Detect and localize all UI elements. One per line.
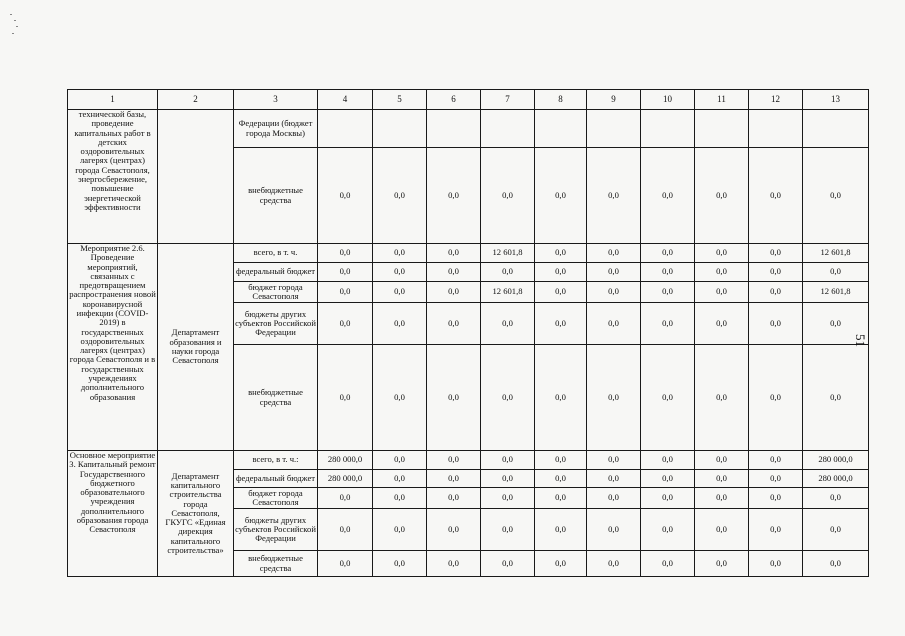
amount-cell: 0,0 xyxy=(803,509,869,551)
page-number: 51 xyxy=(853,334,868,347)
amount-cell: 0,0 xyxy=(641,551,695,577)
amount-cell: 0,0 xyxy=(641,451,695,470)
executor-name: Департамент капитального строительства города Севастополя, ГКУГС «Единая дирекция капитального строительства» xyxy=(158,451,234,577)
amount-cell: 0,0 xyxy=(427,488,481,509)
amount-cell xyxy=(481,110,535,148)
amount-cell: 0,0 xyxy=(641,345,695,451)
column-header: 8 xyxy=(535,90,587,110)
column-header: 3 xyxy=(234,90,318,110)
amount-cell: 0,0 xyxy=(641,509,695,551)
amount-cell: 0,0 xyxy=(641,148,695,244)
column-header: 1 xyxy=(68,90,158,110)
measure-name: Мероприятие 2.6. Проведение мероприятий, связанных с предотвращением распространения новой коронавирусной инфекции (COVID-2019) в государственных оздоровительных лагерях (центрах) города Севастополя и в государственных учреждениях дополнительного образования xyxy=(68,244,158,451)
amount-cell: 0,0 xyxy=(481,551,535,577)
column-header: 13 xyxy=(803,90,869,110)
amount-cell: 0,0 xyxy=(481,509,535,551)
amount-cell: 0,0 xyxy=(481,303,535,345)
amount-cell xyxy=(427,110,481,148)
amount-cell: 0,0 xyxy=(318,509,373,551)
amount-cell: 280 000,0 xyxy=(318,470,373,488)
funding-source: всего, в т. ч. xyxy=(234,244,318,263)
amount-cell: 0,0 xyxy=(318,282,373,303)
amount-cell: 0,0 xyxy=(535,263,587,282)
column-header: 2 xyxy=(158,90,234,110)
funding-source: федеральный бюджет xyxy=(234,470,318,488)
amount-cell: 0,0 xyxy=(587,282,641,303)
funding-source: всего, в т. ч.: xyxy=(234,451,318,470)
funding-source: бюджеты других субъектов Российской Федерации xyxy=(234,303,318,345)
amount-cell: 0,0 xyxy=(481,345,535,451)
amount-cell: 12 601,8 xyxy=(803,282,869,303)
amount-cell: 0,0 xyxy=(695,244,749,263)
amount-cell: 280 000,0 xyxy=(318,451,373,470)
table-row xyxy=(68,244,869,263)
amount-cell: 0,0 xyxy=(535,509,587,551)
amount-cell: 0,0 xyxy=(535,470,587,488)
amount-cell xyxy=(535,110,587,148)
amount-cell: 0,0 xyxy=(318,263,373,282)
amount-cell: 0,0 xyxy=(373,282,427,303)
amount-cell: 0,0 xyxy=(481,263,535,282)
amount-cell xyxy=(587,110,641,148)
funding-source: внебюджетные средства xyxy=(234,551,318,577)
amount-cell: 0,0 xyxy=(535,551,587,577)
amount-cell: 0,0 xyxy=(373,451,427,470)
amount-cell: 0,0 xyxy=(427,263,481,282)
amount-cell: 0,0 xyxy=(427,551,481,577)
amount-cell: 0,0 xyxy=(803,551,869,577)
table-body xyxy=(68,90,869,577)
amount-cell: 0,0 xyxy=(749,345,803,451)
amount-cell: 0,0 xyxy=(749,488,803,509)
amount-cell: 0,0 xyxy=(373,263,427,282)
amount-cell xyxy=(373,110,427,148)
amount-cell: 0,0 xyxy=(749,282,803,303)
amount-cell: 0,0 xyxy=(695,303,749,345)
amount-cell: 0,0 xyxy=(373,470,427,488)
amount-cell: 0,0 xyxy=(749,509,803,551)
amount-cell: 0,0 xyxy=(427,244,481,263)
amount-cell: 0,0 xyxy=(535,244,587,263)
amount-cell: 0,0 xyxy=(641,488,695,509)
amount-cell: 0,0 xyxy=(373,551,427,577)
amount-cell: 0,0 xyxy=(427,470,481,488)
funding-source: внебюджетные средства xyxy=(234,148,318,244)
amount-cell: 0,0 xyxy=(481,148,535,244)
amount-cell: 0,0 xyxy=(373,303,427,345)
amount-cell: 0,0 xyxy=(535,282,587,303)
amount-cell: 0,0 xyxy=(587,303,641,345)
column-header: 5 xyxy=(373,90,427,110)
column-header: 10 xyxy=(641,90,695,110)
executor-name xyxy=(158,110,234,244)
scan-speck xyxy=(10,14,12,15)
amount-cell: 0,0 xyxy=(749,470,803,488)
amount-cell: 12 601,8 xyxy=(481,244,535,263)
amount-cell: 0,0 xyxy=(695,470,749,488)
amount-cell: 0,0 xyxy=(803,303,869,345)
amount-cell: 0,0 xyxy=(373,488,427,509)
amount-cell: 0,0 xyxy=(587,148,641,244)
amount-cell: 0,0 xyxy=(481,470,535,488)
amount-cell: 0,0 xyxy=(749,551,803,577)
amount-cell: 0,0 xyxy=(373,244,427,263)
amount-cell: 0,0 xyxy=(695,551,749,577)
amount-cell: 0,0 xyxy=(587,263,641,282)
amount-cell: 0,0 xyxy=(535,488,587,509)
measure-name: технической базы, проведение капитальных работ в детских оздоровительных лагерях (центрах) города Севастополя, энергосбережение, повышение энергетической эффективности xyxy=(68,110,158,244)
amount-cell: 0,0 xyxy=(373,148,427,244)
funding-source: федеральный бюджет xyxy=(234,263,318,282)
amount-cell: 0,0 xyxy=(427,509,481,551)
amount-cell: 0,0 xyxy=(749,303,803,345)
amount-cell: 0,0 xyxy=(587,488,641,509)
amount-cell: 0,0 xyxy=(803,148,869,244)
amount-cell: 0,0 xyxy=(695,451,749,470)
amount-cell: 12 601,8 xyxy=(481,282,535,303)
amount-cell xyxy=(803,110,869,148)
amount-cell: 0,0 xyxy=(695,263,749,282)
header-row xyxy=(68,90,869,110)
amount-cell: 0,0 xyxy=(641,282,695,303)
amount-cell: 0,0 xyxy=(695,488,749,509)
column-header: 12 xyxy=(749,90,803,110)
amount-cell: 280 000,0 xyxy=(803,470,869,488)
amount-cell xyxy=(749,110,803,148)
amount-cell: 0,0 xyxy=(803,263,869,282)
amount-cell: 0,0 xyxy=(373,509,427,551)
column-header: 4 xyxy=(318,90,373,110)
amount-cell: 0,0 xyxy=(318,244,373,263)
funding-source: бюджет города Севастополя xyxy=(234,488,318,509)
amount-cell: 0,0 xyxy=(535,148,587,244)
amount-cell: 0,0 xyxy=(427,303,481,345)
amount-cell: 0,0 xyxy=(318,551,373,577)
amount-cell: 0,0 xyxy=(587,345,641,451)
amount-cell: 0,0 xyxy=(427,345,481,451)
scan-speck xyxy=(16,26,18,27)
amount-cell: 0,0 xyxy=(535,303,587,345)
amount-cell: 0,0 xyxy=(587,244,641,263)
column-header: 9 xyxy=(587,90,641,110)
amount-cell: 0,0 xyxy=(749,244,803,263)
budget-table xyxy=(67,89,869,577)
amount-cell: 0,0 xyxy=(373,345,427,451)
amount-cell: 280 000,0 xyxy=(803,451,869,470)
amount-cell: 0,0 xyxy=(695,345,749,451)
amount-cell: 0,0 xyxy=(749,451,803,470)
amount-cell: 0,0 xyxy=(749,148,803,244)
executor-name: Департамент образования и науки города Севастополя xyxy=(158,244,234,451)
funding-source: бюджет города Севастополя xyxy=(234,282,318,303)
amount-cell: 0,0 xyxy=(803,488,869,509)
column-header: 7 xyxy=(481,90,535,110)
amount-cell: 0,0 xyxy=(318,345,373,451)
amount-cell: 0,0 xyxy=(749,263,803,282)
amount-cell: 0,0 xyxy=(641,470,695,488)
amount-cell: 12 601,8 xyxy=(803,244,869,263)
amount-cell: 0,0 xyxy=(641,244,695,263)
amount-cell: 0,0 xyxy=(641,303,695,345)
amount-cell: 0,0 xyxy=(481,488,535,509)
table-row xyxy=(68,110,869,148)
amount-cell: 0,0 xyxy=(535,345,587,451)
amount-cell: 0,0 xyxy=(481,451,535,470)
amount-cell: 0,0 xyxy=(695,148,749,244)
amount-cell: 0,0 xyxy=(318,148,373,244)
column-header: 11 xyxy=(695,90,749,110)
amount-cell xyxy=(695,110,749,148)
amount-cell: 0,0 xyxy=(803,345,869,451)
amount-cell: 0,0 xyxy=(695,509,749,551)
amount-cell: 0,0 xyxy=(641,263,695,282)
amount-cell: 0,0 xyxy=(695,282,749,303)
amount-cell: 0,0 xyxy=(535,451,587,470)
amount-cell: 0,0 xyxy=(427,148,481,244)
amount-cell xyxy=(641,110,695,148)
amount-cell: 0,0 xyxy=(427,282,481,303)
funding-source: Федерации (бюджет города Москвы) xyxy=(234,110,318,148)
amount-cell: 0,0 xyxy=(318,303,373,345)
amount-cell xyxy=(318,110,373,148)
amount-cell: 0,0 xyxy=(427,451,481,470)
amount-cell: 0,0 xyxy=(318,488,373,509)
table-row xyxy=(68,451,869,470)
amount-cell: 0,0 xyxy=(587,470,641,488)
column-header: 6 xyxy=(427,90,481,110)
scan-speck xyxy=(12,33,14,34)
measure-name: Основное мероприятие 3. Капитальный ремонт Государственного бюджетного образовательного учреждения дополнительного образования города Севастополя xyxy=(68,451,158,577)
funding-source: бюджеты других субъектов Российской Федерации xyxy=(234,509,318,551)
amount-cell: 0,0 xyxy=(587,509,641,551)
funding-source: внебюджетные средства xyxy=(234,345,318,451)
amount-cell: 0,0 xyxy=(587,451,641,470)
scan-speck xyxy=(14,20,16,21)
amount-cell: 0,0 xyxy=(587,551,641,577)
